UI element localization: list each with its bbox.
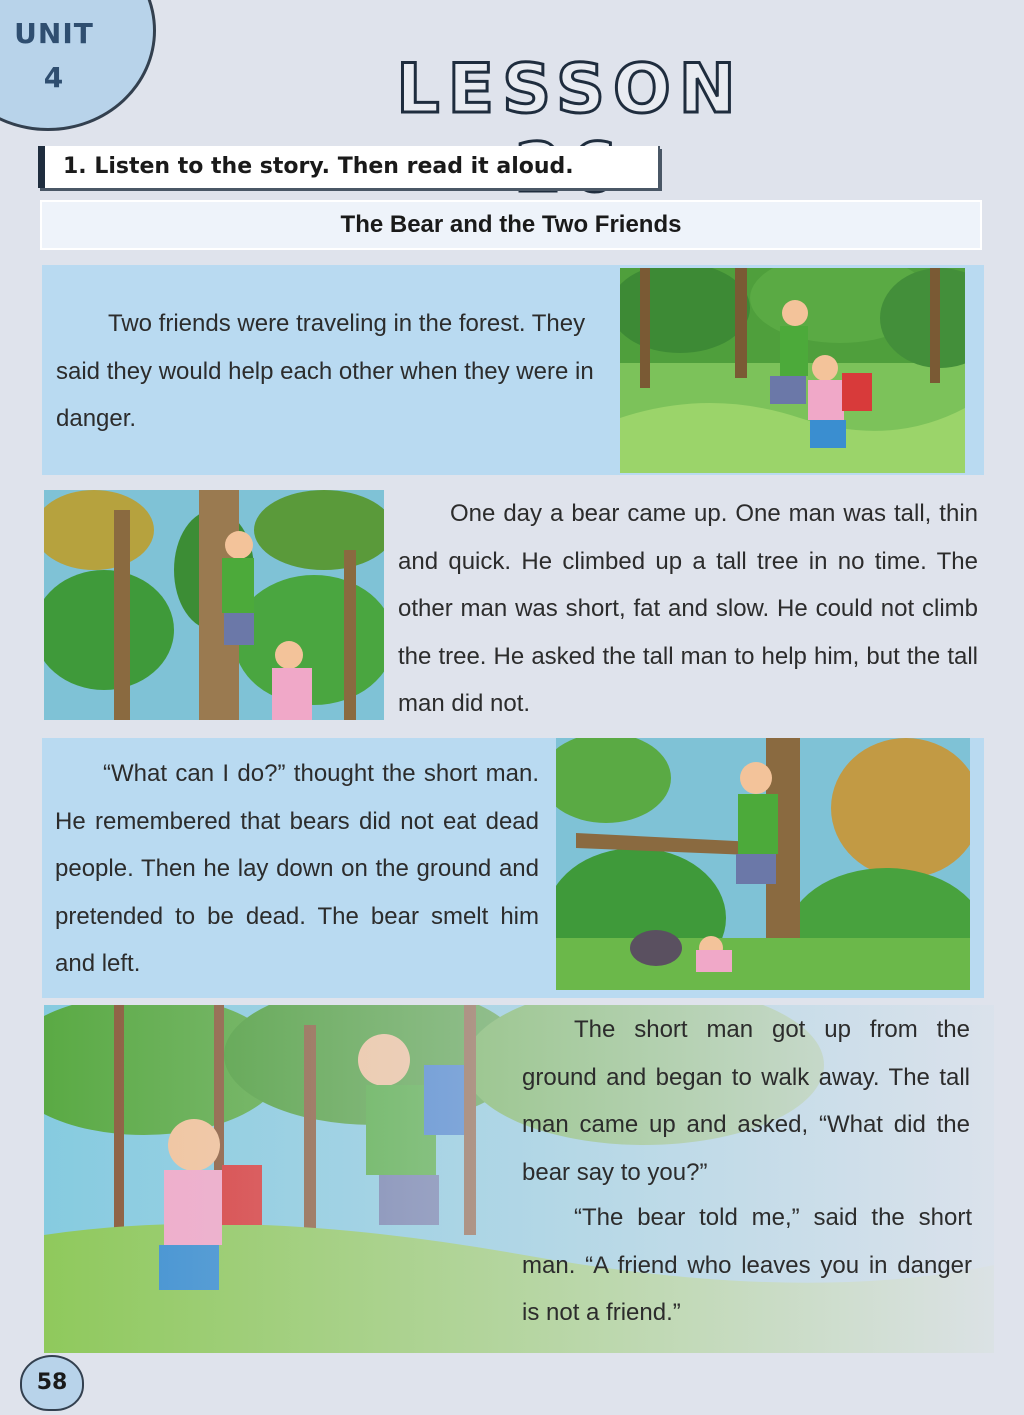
two-friends-walking-illustration — [620, 268, 965, 473]
story-paragraph-5: “The bear told me,” said the short man. “A friend who leaves you in danger is not a friend.” — [522, 1204, 972, 1326]
man-climbing-tree-illustration — [44, 490, 384, 720]
story-paragraph-3: “What can I do?” thought the short man. He remembered that bears did not eat dead people. Then he lay down on the ground and pretended to be dead. The bear smelt him and left. — [55, 760, 539, 977]
story-paragraph-2: One day a bear came up. One man was tall, thin and quick. He climbed up a tall tree in no time. The other man was short, fat and slow. He could not climb the tree. He asked the tall man to help him, but the tall man did not. — [398, 500, 978, 717]
story-paragraph-4: The short man got up from the ground and began to walk away. The tall man came up and asked, “What did the bear say to you?” — [522, 1016, 970, 1186]
unit-number: 4 — [43, 61, 65, 94]
unit-label — [8, 12, 100, 100]
bear-and-man-on-ground-illustration — [556, 738, 970, 990]
instruction-box — [38, 146, 660, 188]
story-paragraph-1: Two friends were traveling in the forest. They said they would help each other when they were in danger. — [56, 310, 594, 432]
unit-word: UNIT — [14, 17, 94, 50]
story-title: The Bear and the Two Friends — [40, 200, 982, 250]
page-number: 58 — [20, 1355, 84, 1411]
lesson-title: LESSON — [396, 50, 744, 129]
instruction-text: 1. Listen to the story. Then read it aloud. — [63, 154, 574, 179]
